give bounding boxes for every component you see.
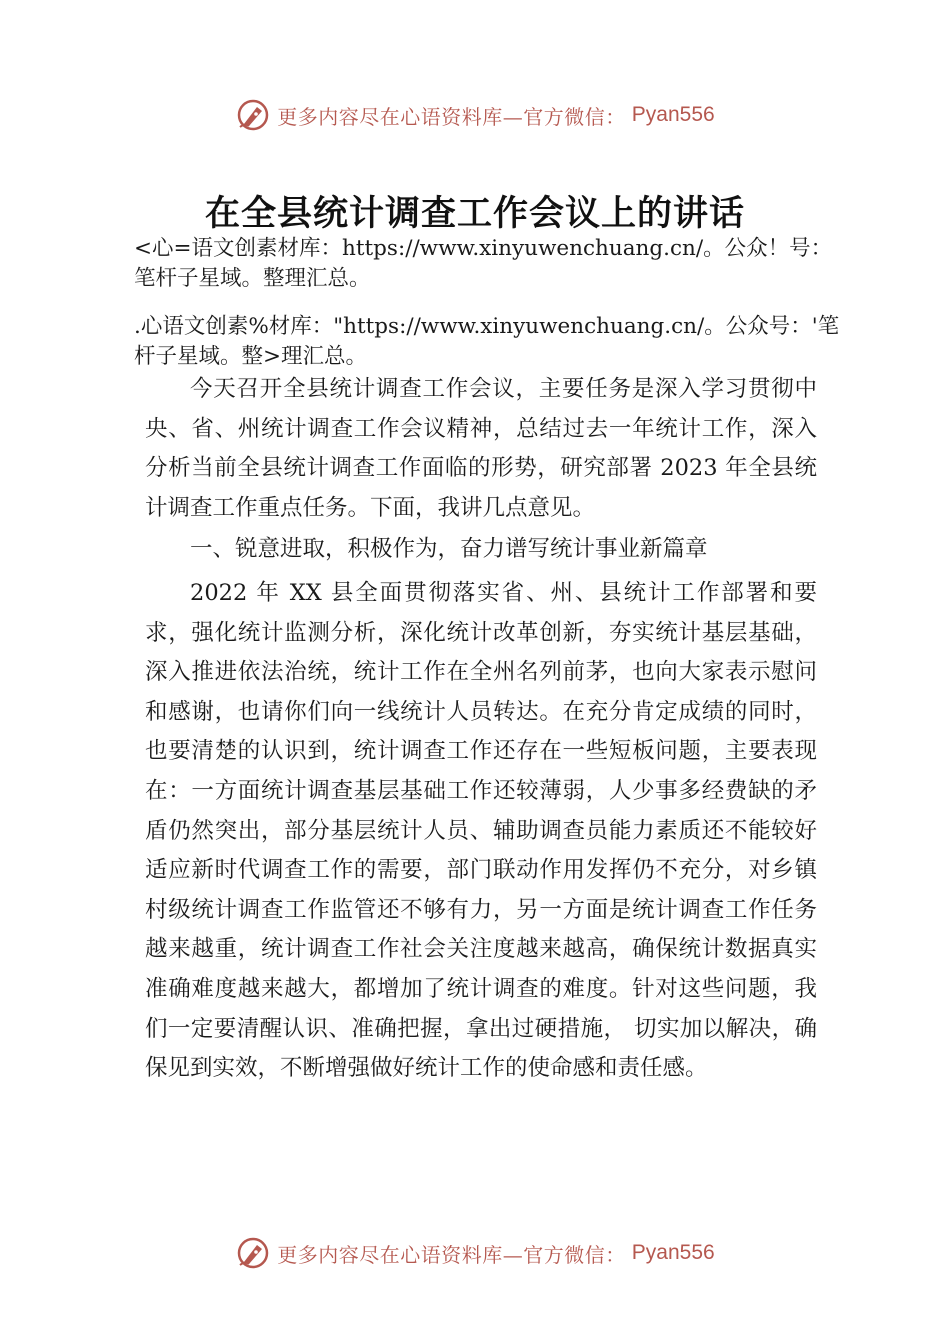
header-watermark <box>0 95 950 135</box>
paragraph-section-1: 2022 年 XX 县全面贯彻落实省、州、县统计工作部署和要求，强化统计监测分析，深化统计改革创新，夯实统计基层基础，深入推进依法治统，统计工作在全州名列前茅，也向大家表示慰问和感谢，也请你们向一线统计人员转达。在充分肯定成绩的同时，也要清楚的认识到，统计调查工作还存在一些短板问题，主要表现在：一方面统计调查基层基础工作还较薄弱，人少事多经费缺的矛盾仍然突出，部分基层统计人员、辅助调查员能力素质还不能较好适应新时代调查工作的需要，部门联动作用发挥仍不充分，对乡镇村级统计调查工作监管还不够有力，另一方面是统计调查工作任务越来越重，统计调查工作社会关注度越来越高，确保统计数据真实准确难度越来越大，都增加了统计调查的难度。针对这些问题，我们一定要清醒认识、准确把握，拿出过硬措施， 切实加以解决，确保见到实效，不断增强做好统计工作的使命感和责任感。 <box>145 579 817 1082</box>
footer-watermark <box>0 1233 950 1273</box>
watermark-handle: Pyan556 <box>631 1241 715 1264</box>
watermark-handle: Pyan556 <box>631 103 715 126</box>
source-note-2: .心语文创素%材库："https://www.xinyuwenchuang.cn/。公众号：'笔杆子星域。整>理汇总。 <box>134 314 840 369</box>
pen-nib-circle-icon <box>235 97 271 133</box>
document-title: 在全县统计调查工作会议上的讲话 <box>204 193 745 234</box>
pen-nib-circle-icon <box>235 1235 271 1271</box>
watermark-text: 更多内容尽在心语资料库—官方微信： <box>277 1242 626 1267</box>
watermark-text: 更多内容尽在心语资料库—官方微信： <box>277 104 626 129</box>
source-note-1: <心=语文创素材库：https://www.xinyuwenchuang.cn/。公众！号：笔杆子星域。整理汇总。 <box>134 236 833 291</box>
document-body <box>145 370 817 1089</box>
section-heading-1: 一、锐意进取，积极作为，奋力谱写统计事业新篇章 <box>190 536 708 563</box>
paragraph-intro: 今天召开全县统计调查工作会议，主要任务是深入学习贯彻中央、省、州统计调查工作会议精神，总结过去一年统计工作，深入分析当前全县统计调查工作面临的形势，研究部署 2023 年全县统计调查工作重点任务。下面，我讲几点意见。 <box>145 376 817 521</box>
